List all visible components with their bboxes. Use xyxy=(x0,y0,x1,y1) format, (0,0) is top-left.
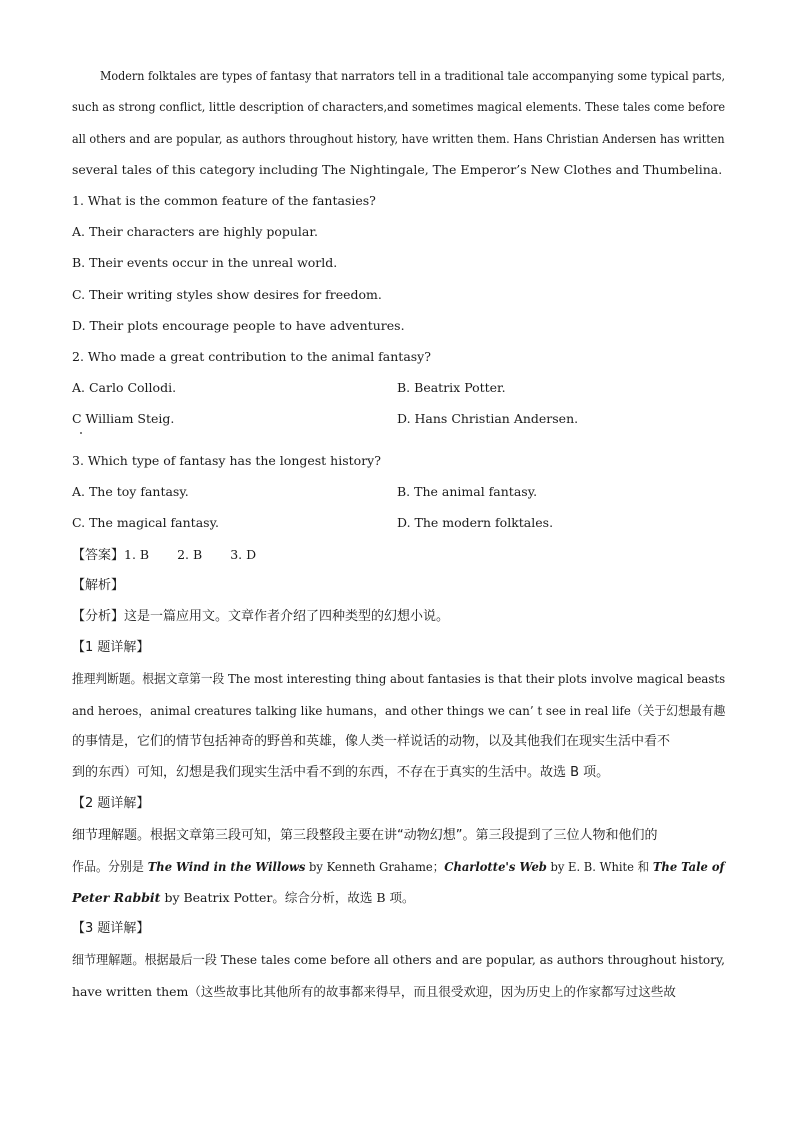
book-title-peter-rabbit: Peter Rabbit xyxy=(72,890,161,905)
detail-1-line-4: 到的东西）可知，幻想是我们现实生活中看不到的东西，不存在于真实的生活中。故选 B 项。 xyxy=(72,765,610,780)
passage-line-4: several tales of this category including The Nightingale, The Emperor’s New Clothes and Thumbelina. xyxy=(72,162,723,177)
passage-line-1: Modern folktales are types of fantasy that narrators tell in a traditional tale accompanying some typical parts, xyxy=(100,68,726,83)
analysis-summary-text: 这是一篇应用文。文章作者介绍了四种类型的幻想小说。 xyxy=(124,609,450,624)
detail-2-line-2: 作品。分别是 The Wind in the Willows by Kenneth Grahame；Charlotte's Web by E. B. White 和 The Tale of xyxy=(72,859,725,875)
detail-2-line-1: 细节理解题。根据文章第三段可知，第三段整段主要在讲“动物幻想”。第三段提到了三位人物和他们的 xyxy=(72,828,658,843)
question-3-option-d: D. The modern folktales. xyxy=(397,515,554,530)
passage-line-3: all others and are popular, as authors throughout history, have written them. Hans Christian Andersen has written xyxy=(72,131,725,146)
question-3-option-c: C. The magical fantasy. xyxy=(72,515,219,530)
detail-3-header: 【3 题详解】 xyxy=(72,921,150,936)
question-1-stem: 1. What is the common feature of the fantasies? xyxy=(72,193,376,208)
detail-1-line-2: and heroes，animal creatures talking like humans，and other things we can’ t see in real life（关于幻想最有趣 xyxy=(72,703,726,718)
analysis-summary xyxy=(72,608,449,626)
detail-2-header: 【2 题详解】 xyxy=(72,796,150,811)
question-2-option-b: B. Beatrix Potter. xyxy=(397,380,506,395)
answer-3: 3. D xyxy=(230,547,257,562)
passage-line-2: such as strong conflict, little description of characters,and sometimes magical elements. These tales come before xyxy=(72,99,726,114)
answer-2: 2. B xyxy=(177,547,203,562)
book-title-tale-of-part: The Tale of xyxy=(652,859,725,874)
question-2-stem: 2. Who made a great contribution to the animal fantasy? xyxy=(72,349,431,364)
question-1-option-b: B. Their events occur in the unreal world. xyxy=(72,255,338,270)
answer-label: 【答案】 xyxy=(72,548,125,563)
detail-2-line-3: Peter Rabbit by Beatrix Potter。综合分析，故选 B 项。 xyxy=(72,890,415,905)
question-2-option-a: A. Carlo Collodi. xyxy=(72,380,177,395)
book-title-charlottes-web: Charlotte's Web xyxy=(444,859,547,874)
detail-1-line-3: 的事情是，它们的情节包括神奇的野兽和英雄，像人类一样说话的动物，以及其他我们在现实生活中看不 xyxy=(72,734,671,749)
book-title-wind-in-the-willows: The Wind in the Willows xyxy=(147,859,306,874)
question-2-option-d: D. Hans Christian Andersen. xyxy=(397,411,579,426)
question-3-option-b: B. The animal fantasy. xyxy=(397,484,538,499)
question-1-option-a: A. Their characters are highly popular. xyxy=(72,224,318,239)
stray-dot xyxy=(80,432,82,434)
detail-3-line-2: have written them（这些故事比其他所有的故事都来得早，而且很受欢迎，因为历史上的作家都写过这些故 xyxy=(72,984,676,999)
question-1-option-d: D. Their plots encourage people to have adventures. xyxy=(72,318,405,333)
detail-1-header: 【1 题详解】 xyxy=(72,640,150,655)
question-3-option-a: A. The toy fantasy. xyxy=(72,484,189,499)
question-1-option-c: C. Their writing styles show desires for freedom. xyxy=(72,287,382,302)
question-3-stem: 3. Which type of fantasy has the longest history? xyxy=(72,453,381,468)
detail-3-line-1: 细节理解题。根据最后一段 These tales come before all others and are popular, as authors throughout history, xyxy=(72,952,726,967)
answer-line xyxy=(72,546,256,565)
analysis-header: 【解析】 xyxy=(72,578,125,593)
analysis-summary-label: 【分析】 xyxy=(72,609,125,624)
answer-1: 1. B xyxy=(124,547,150,562)
question-2-option-c: C William Steig. xyxy=(72,411,175,426)
detail-1-line-1: 推理判断题。根据文章第一段 The most interesting thing about fantasies is that their plots involve magical beasts xyxy=(72,671,726,686)
